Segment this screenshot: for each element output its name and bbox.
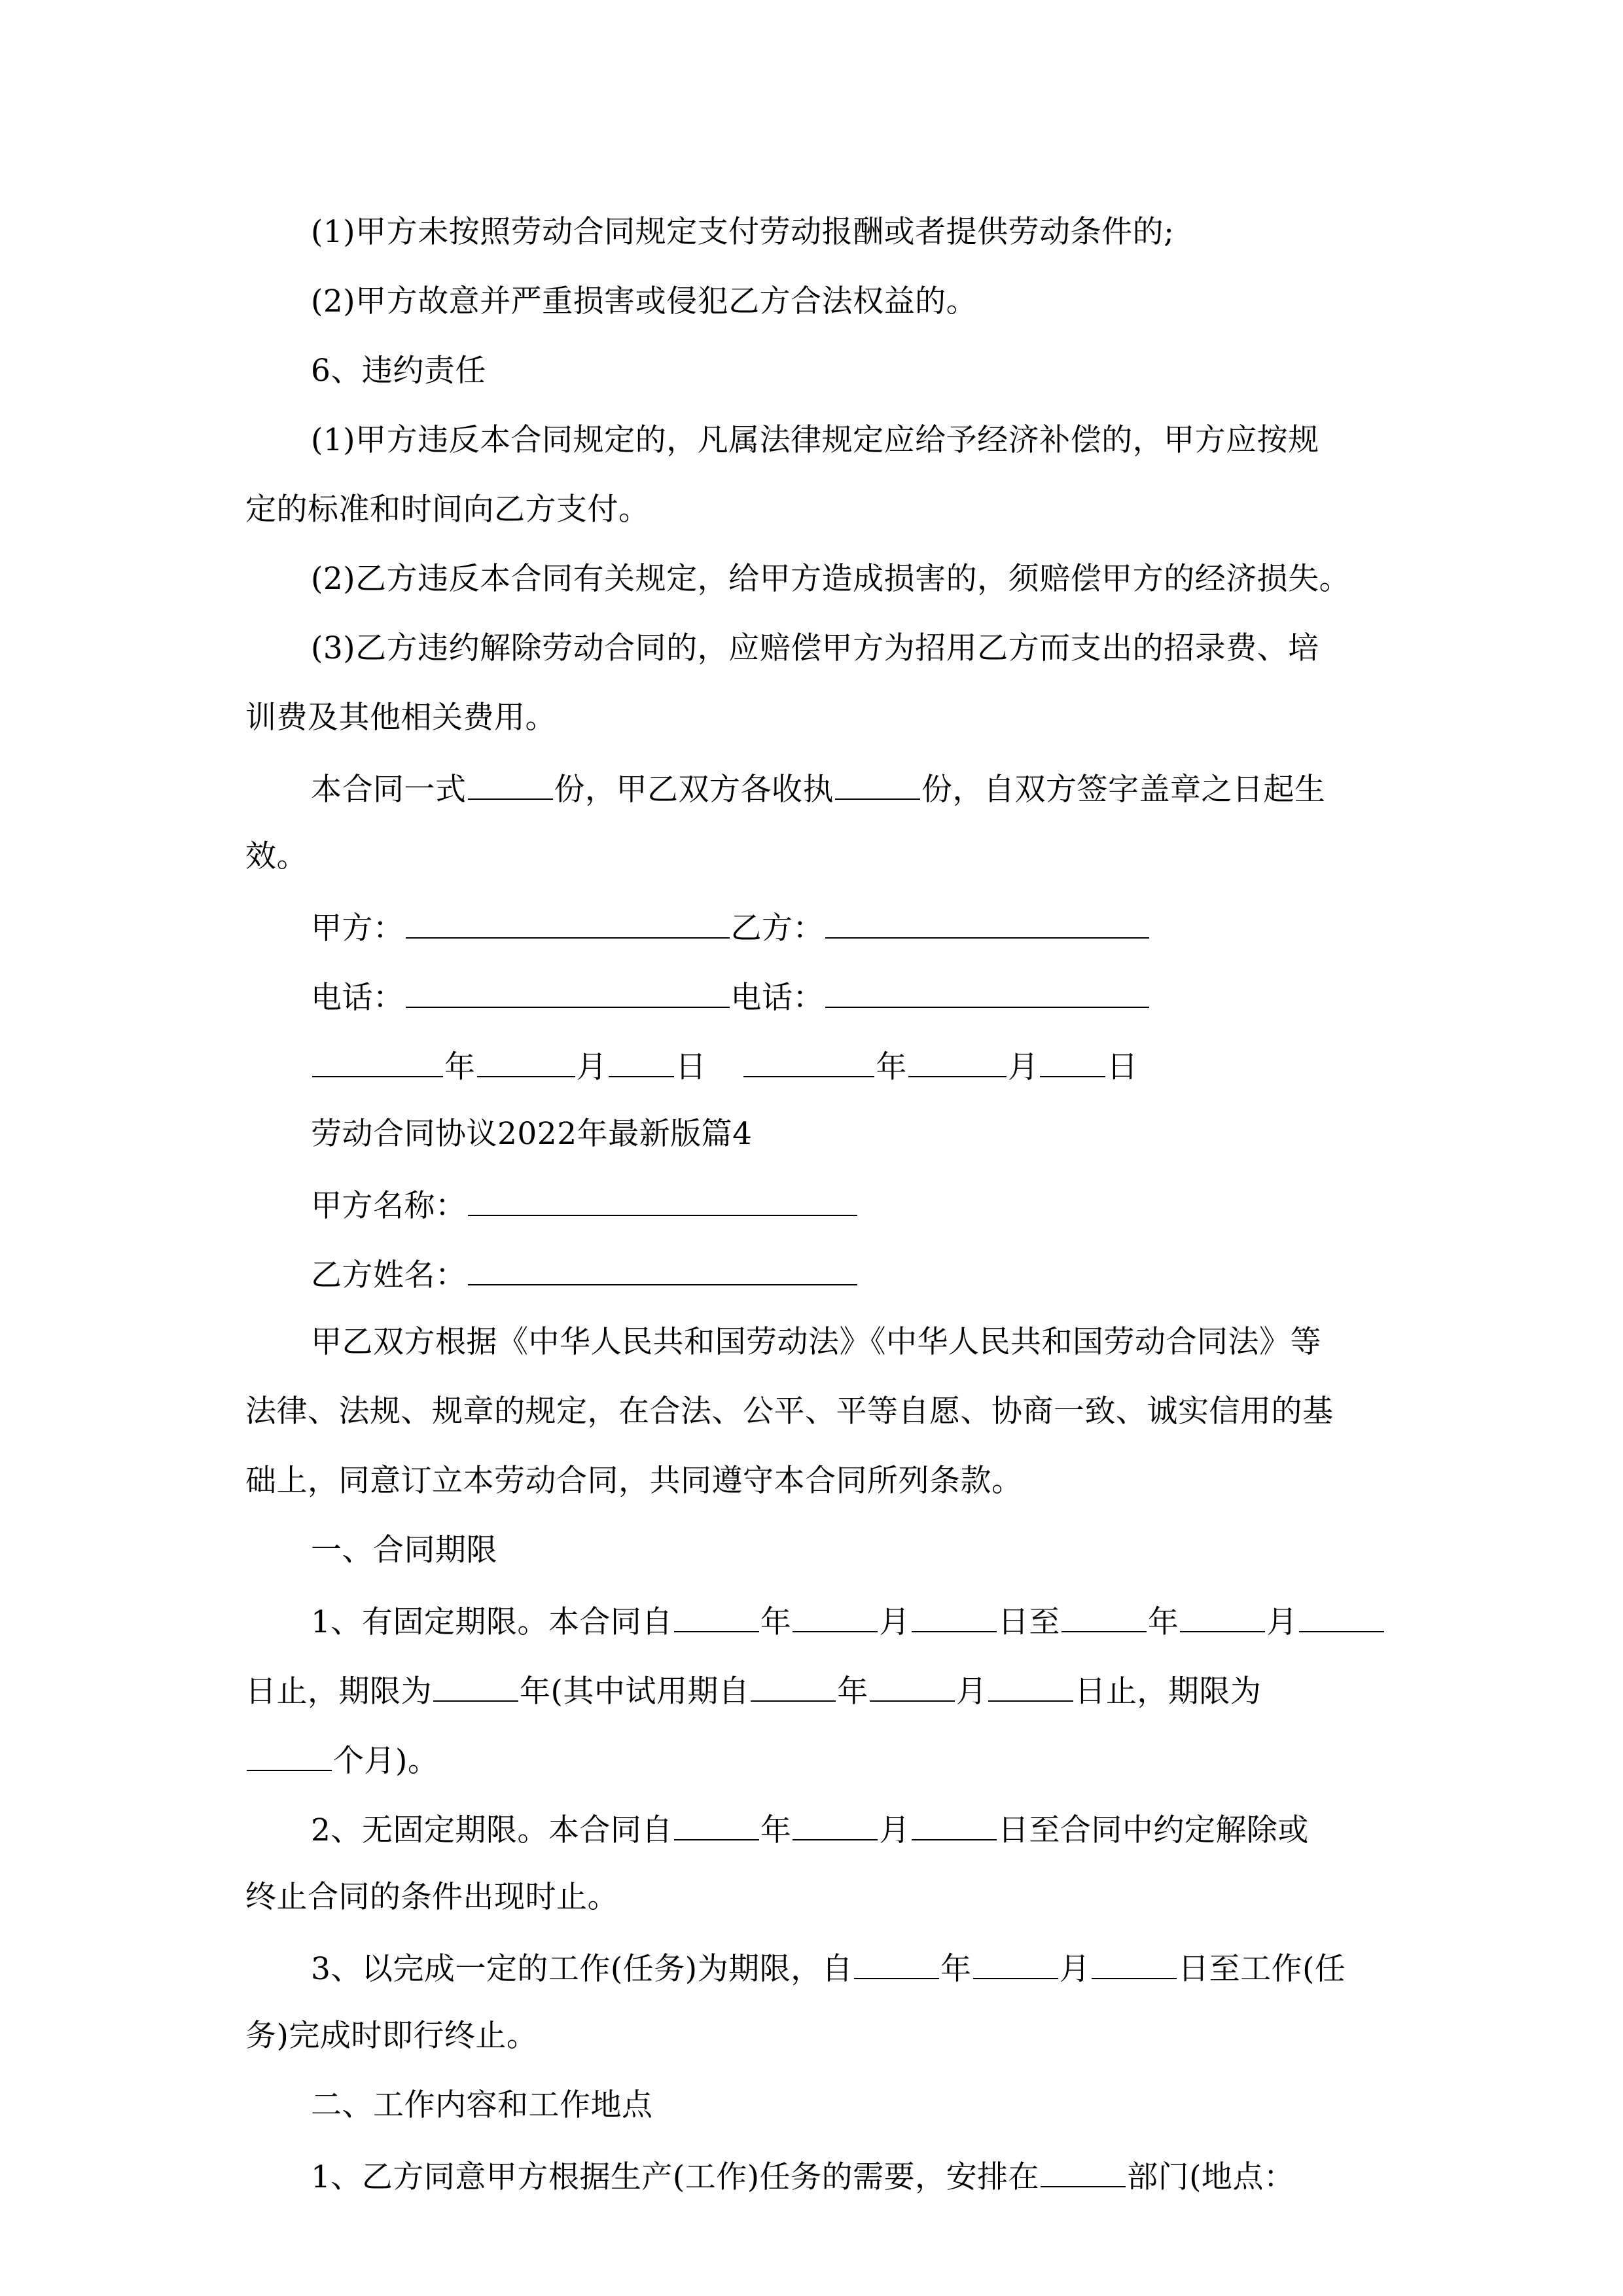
day-label: 日: [1107, 1049, 1138, 1085]
term-3-line1: [311, 1944, 1346, 1990]
day-to-label: 日至: [997, 1604, 1060, 1640]
term-2-text: 2、无固定期限。本合同自: [311, 1812, 673, 1848]
term-1-years-blank[interactable]: [433, 1666, 518, 1702]
term-2-day-blank[interactable]: [912, 1805, 997, 1840]
year-label: 年: [1147, 1604, 1179, 1640]
term-3-year-blank[interactable]: [854, 1944, 939, 1979]
party-a-name-label: 甲方名称：: [311, 1188, 467, 1224]
term-1-end-year-blank[interactable]: [1061, 1597, 1147, 1632]
work-1-text: 1、乙方同意甲方根据生产(工作)任务的需要，安排在: [311, 2159, 1040, 2195]
year-label: 年: [760, 1604, 792, 1640]
date-b-day-blank[interactable]: [1040, 1042, 1105, 1077]
party-b-name-label: 乙方姓名：: [311, 1257, 467, 1293]
term-2-line1: [311, 1805, 1309, 1851]
party-b-label: 乙方：: [730, 910, 824, 946]
department-blank[interactable]: [1041, 2152, 1126, 2187]
probation-months-blank[interactable]: [247, 1736, 332, 1771]
preamble-line1: 甲乙双方根据《中华人民共和国劳动法》《中华人民共和国劳动合同法》等: [311, 1324, 1321, 1360]
term-1-line1: [311, 1597, 1385, 1643]
term-2-line2: 终止合同的条件出现时止。: [245, 1879, 618, 1915]
year-label: 年: [760, 1812, 792, 1848]
clause-5-1: (1)甲方未按照劳动合同规定支付劳动报酬或者提供劳动条件的;: [311, 214, 1175, 250]
term-1-start-year-blank[interactable]: [674, 1597, 759, 1632]
chapter-1-title: 一、合同期限: [311, 1532, 497, 1568]
probation-year-blank[interactable]: [751, 1666, 836, 1702]
term-1-line3: [245, 1736, 438, 1782]
term-1-end-day-blank[interactable]: [1299, 1597, 1384, 1632]
party-b-name-row: [311, 1250, 859, 1296]
phone-a-blank[interactable]: [406, 973, 730, 1008]
copies-each-blank[interactable]: [835, 764, 920, 800]
term-1-text: 日止，期限为: [245, 1674, 432, 1710]
date-b-month-blank[interactable]: [908, 1042, 1007, 1077]
term-3-line2: 务)完成时即行终止。: [245, 2018, 538, 2054]
copies-text-1: 本合同一式: [311, 772, 467, 808]
party-a-signature-blank[interactable]: [406, 903, 730, 939]
preamble-line3: 础上，同意订立本劳动合同，共同遵守本合同所列条款。: [245, 1463, 1023, 1499]
date-b-year-blank[interactable]: [743, 1042, 874, 1077]
date-a-day-blank[interactable]: [609, 1042, 674, 1077]
month-label: 月: [1059, 1951, 1091, 1987]
clause-6-1-line1: (1)甲方违反本合同规定的，凡属法律规定应给予经济补偿的，甲方应按规: [311, 422, 1319, 458]
chapter-2-title: 二、工作内容和工作地点: [311, 2087, 653, 2123]
date-a-month-blank[interactable]: [477, 1042, 575, 1077]
clause-6-3-line2: 训费及其他相关费用。: [245, 700, 556, 736]
work-1-line1: [311, 2152, 1294, 2198]
section-title-4: 劳动合同协议2022年最新版篇4: [311, 1116, 753, 1152]
phone-b-blank[interactable]: [825, 973, 1149, 1008]
year-label: 年: [876, 1049, 907, 1085]
party-a-label: 甲方：: [311, 910, 404, 946]
party-b-signature-blank[interactable]: [825, 903, 1149, 939]
date-a-year-blank[interactable]: [312, 1042, 443, 1077]
copies-clause-line2: 效。: [245, 838, 308, 874]
term-3-text: 日至工作(任: [1178, 1951, 1346, 1987]
preamble-line2: 法律、法规、规章的规定，在合法、公平、平等自愿、协商一致、诚实信用的基: [245, 1393, 1334, 1429]
probation-day-blank[interactable]: [988, 1666, 1073, 1702]
party-b-name-blank[interactable]: [468, 1250, 857, 1285]
copies-total-blank[interactable]: [468, 764, 553, 800]
month-label: 月: [1007, 1049, 1039, 1085]
day-label: 日: [675, 1049, 707, 1085]
term-2-month-blank[interactable]: [793, 1805, 878, 1840]
month-label: 月: [576, 1049, 607, 1085]
month-label: 月: [955, 1674, 988, 1710]
clause-6-1-line2: 定的标准和时间向乙方支付。: [245, 492, 650, 528]
term-1-start-month-blank[interactable]: [793, 1597, 878, 1632]
phone-b-label: 电话：: [730, 980, 824, 1016]
term-1-text: 个月)。: [333, 1743, 439, 1779]
signature-phone-row: [311, 973, 1150, 1018]
month-label: 月: [879, 1604, 910, 1640]
probation-month-blank[interactable]: [870, 1666, 955, 1702]
signature-party-row: [311, 903, 1150, 949]
year-label: 年: [837, 1674, 868, 1710]
term-3-month-blank[interactable]: [973, 1944, 1058, 1979]
copies-text-2: 份，甲乙双方各收执: [554, 772, 834, 808]
year-label: 年: [940, 1951, 972, 1987]
term-1-line2: [245, 1666, 1261, 1712]
term-1-text: 日止，期限为: [1075, 1674, 1262, 1710]
party-a-name-blank[interactable]: [468, 1181, 857, 1216]
month-label: 月: [879, 1812, 910, 1848]
copies-text-3: 份，自双方签字盖章之日起生: [921, 772, 1326, 808]
term-1-text: 1、有固定期限。本合同自: [311, 1604, 673, 1640]
clause-6-3-line1: (3)乙方违约解除劳动合同的，应赔偿甲方为招用乙方而支出的招录费、培: [311, 630, 1319, 666]
clause-5-2: (2)甲方故意并严重损害或侵犯乙方合法权益的。: [311, 283, 978, 319]
work-1-text: 部门(地点：: [1127, 2159, 1295, 2195]
phone-a-label: 电话：: [311, 980, 404, 1016]
term-3-day-blank[interactable]: [1092, 1944, 1177, 1979]
term-1-text: 年(其中试用期自: [520, 1674, 750, 1710]
term-1-end-month-blank[interactable]: [1180, 1597, 1265, 1632]
term-2-year-blank[interactable]: [674, 1805, 759, 1840]
copies-clause-line1: [311, 764, 1326, 810]
month-label: 月: [1266, 1604, 1298, 1640]
signature-date-row: [311, 1042, 1138, 1088]
term-1-start-day-blank[interactable]: [912, 1597, 997, 1632]
year-label: 年: [444, 1049, 476, 1085]
section-6-title: 6、违约责任: [311, 353, 486, 389]
clause-6-2: (2)乙方违反本合同有关规定，给甲方造成损害的，须赔偿甲方的经济损失。: [311, 561, 1351, 597]
party-a-name-row: [311, 1181, 859, 1227]
term-3-text: 3、以完成一定的工作(任务)为期限，自: [311, 1951, 853, 1987]
term-2-text: 日至合同中约定解除或: [997, 1812, 1309, 1848]
